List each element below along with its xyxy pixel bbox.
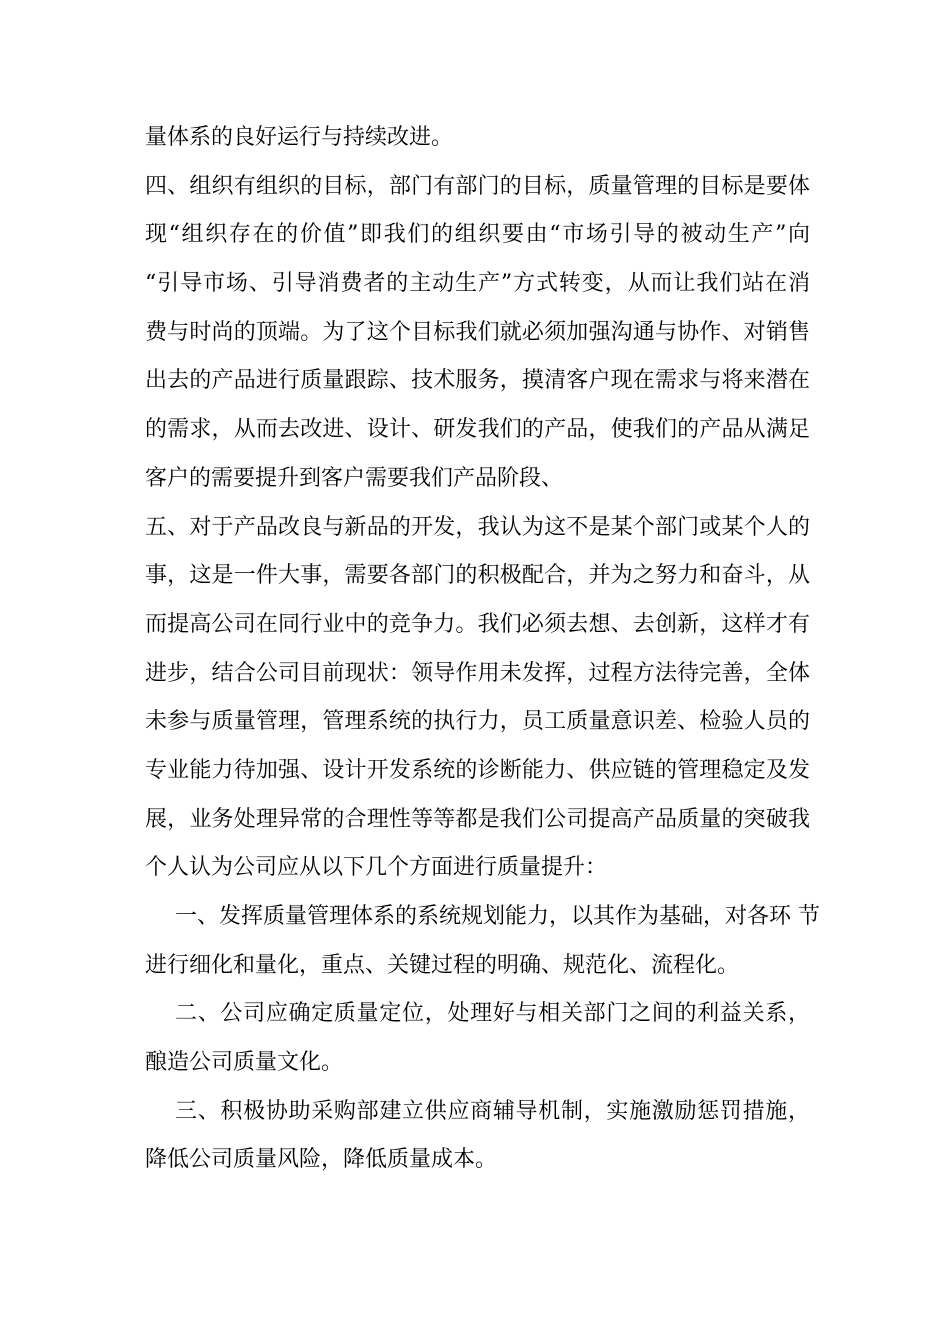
document-body [145, 114, 820, 1185]
text-line: 费与时尚的顶端。为了这个目标我们就必须加强沟通与协作、对销售 [145, 319, 810, 345]
text-line: 专业能力待加强、设计开发系统的诊断能力、供应链的管理稳定及发 [145, 757, 810, 783]
text-line: 五、对于产品改良与新品的开发，我认为这不是某个部门或某个人的 [145, 514, 810, 540]
text-line: 进步，结合公司目前现状：领导作用未发挥，过程方法待完善，全体 [145, 660, 810, 686]
text-line: 客户的需要提升到客户需要我们产品阶段、 [145, 465, 564, 491]
text-line: 现“组织存在的价值”即我们的组织要由“市场引导的被动生产”向 [145, 222, 810, 248]
text-line: 量体系的良好运行与持续改进。 [145, 125, 454, 150]
text-line: 三、积极协助采购部建立供应商辅导机制，实施激励惩罚措施， [175, 1098, 810, 1124]
text-line: “引导市场、引导消费者的主动生产”方式转变，从而让我们站在消 [145, 271, 810, 297]
text-line: 未参与质量管理，管理系统的执行力，员工质量意识差、检验人员的 [145, 709, 810, 735]
text-line: 事，这是一件大事，需要各部门的积极配合，并为之努力和奋斗，从 [145, 563, 810, 589]
text-line: 一、发挥质量管理体系的系统规划能力，以其作为基础，对各环 节 [175, 904, 820, 929]
text-line: 出去的产品进行质量跟踪、技术服务，摸清客户现在需求与将来潜在 [145, 368, 810, 394]
text-line: 二、公司应确定质量定位，处理好与相关部门之间的利益关系， [175, 1001, 810, 1027]
text-line: 四、组织有组织的目标，部门有部门的目标，质量管理的目标是要体 [145, 173, 810, 199]
text-line: 进行细化和量化，重点、关键过程的明确、规范化、流程化。 [145, 952, 740, 978]
text-line: 的需求，从而去改进、设计、研发我们的产品，使我们的产品从满足 [145, 417, 810, 443]
text-line: 展，业务处理异常的合理性等等都是我们公司提高产品质量的突破我 [145, 806, 810, 832]
text-line: 降低公司质量风险，降低质量成本。 [145, 1147, 498, 1173]
text-line: 酿造公司质量文化。 [145, 1050, 344, 1076]
text-line: 个人认为公司应从以下几个方面进行质量提升： [145, 855, 608, 881]
text-line: 而提高公司在同行业中的竞争力。我们必须去想、去创新，这样才有 [145, 611, 810, 637]
